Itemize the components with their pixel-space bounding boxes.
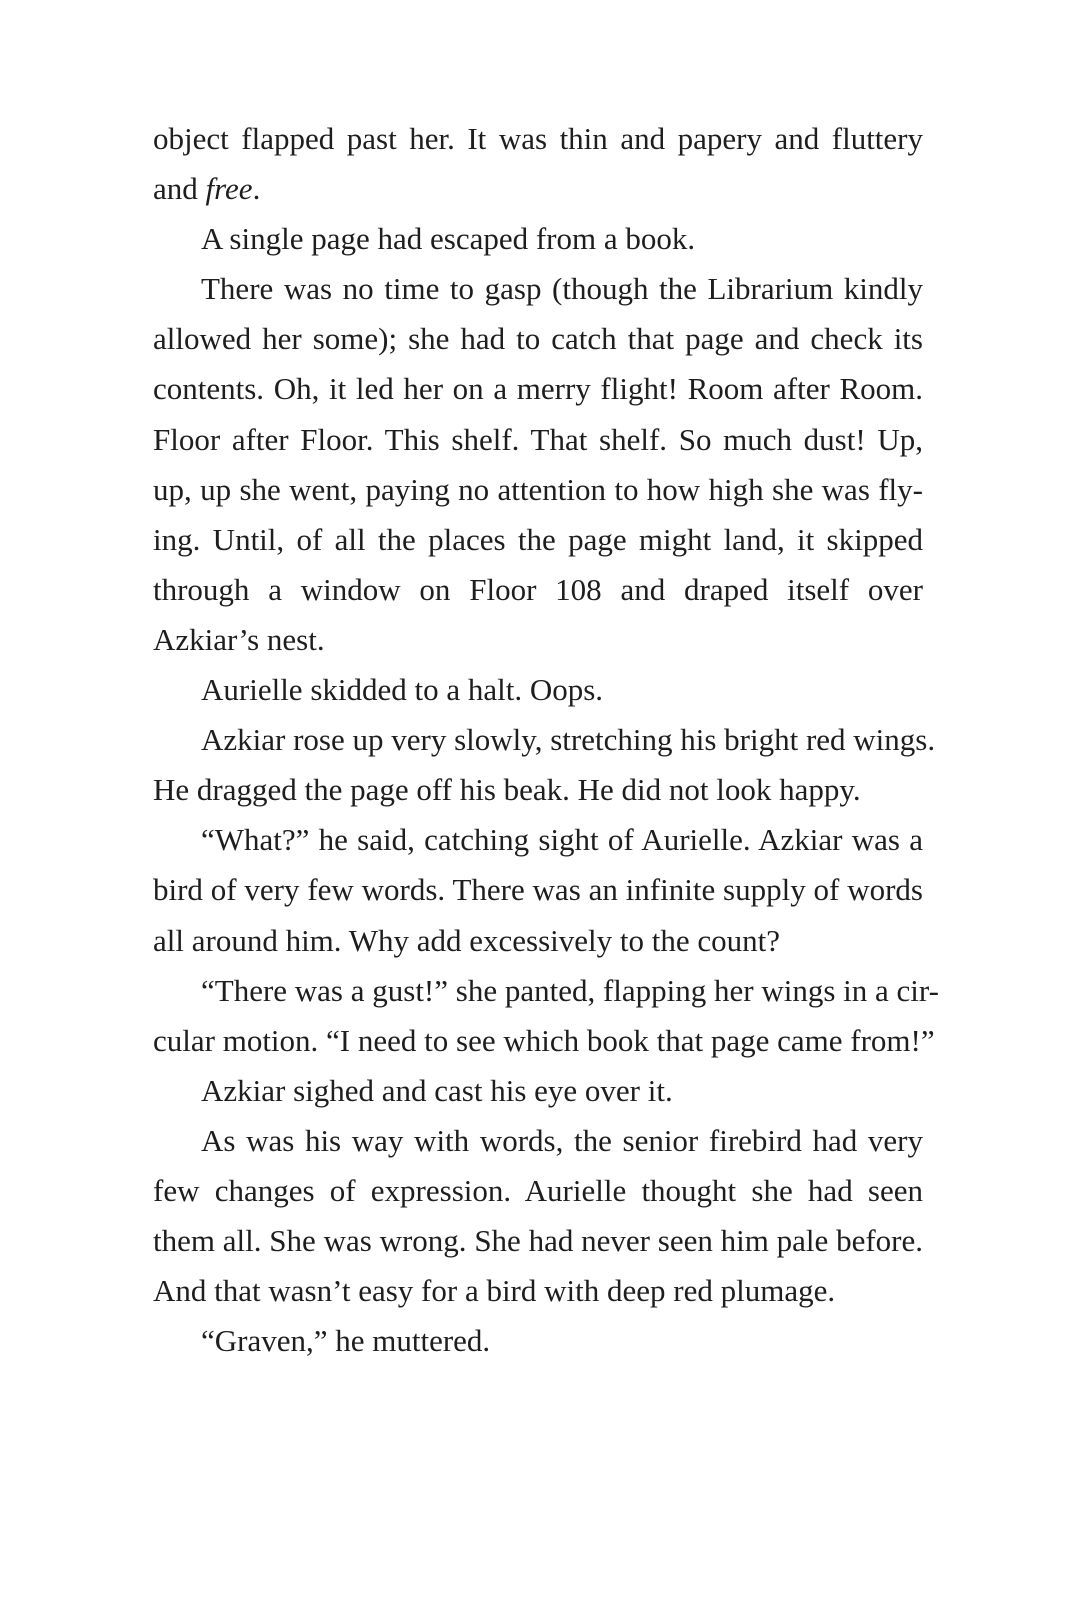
text-line: object flapped past her. It was thin and papery and fluttery — [153, 121, 923, 156]
text-line: bird of very few words. There was an infinite supply of words — [153, 872, 923, 908]
text-line: As was his way with words, the senior firebird had very — [201, 1122, 923, 1158]
text-line: allowed her some); she had to catch that page and check its — [153, 321, 923, 357]
text-line: cular motion. “I need to see which book that page came from!” — [153, 1022, 935, 1058]
text-line: And that wasn’t easy for a bird with deep red plumage. — [153, 1273, 836, 1309]
text-line: There was no time to gasp (though the Librarium kindly — [201, 271, 923, 307]
page-body-text — [153, 114, 939, 1366]
text-line: and free. — [153, 171, 261, 207]
text-line: “Graven,” he muttered. — [201, 1323, 491, 1359]
italic-word: free — [205, 171, 253, 207]
text-line: He dragged the page off his beak. He did not look happy. — [153, 772, 861, 808]
text-line: contents. Oh, it led her on a merry flight! Room after Room. — [153, 371, 923, 407]
text-line: “What?” he said, catching sight of Aurielle. Azkiar was a — [201, 822, 923, 858]
text-line: few changes of expression. Aurielle thought she had seen — [153, 1172, 923, 1208]
text-line: through a window on Floor 108 and draped itself over — [153, 571, 923, 607]
text-line: A single page had escaped from a book. — [201, 221, 696, 257]
text-line: up, up she went, paying no attention to how high she was fly- — [153, 471, 923, 507]
text-line: Azkiar sighed and cast his eye over it. — [201, 1072, 673, 1108]
text-line: Aurielle skidded to a halt. Oops. — [201, 672, 604, 708]
text-line: Azkiar rose up very slowly, stretching his bright red wings. — [201, 722, 936, 758]
text-line: ing. Until, of all the places the page might land, it skipped — [153, 521, 923, 557]
text-line: Floor after Floor. This shelf. That shelf. So much dust! Up, — [153, 421, 923, 457]
text-line: “There was a gust!” she panted, flapping her wings in a cir- — [201, 972, 939, 1008]
text-line: Azkiar’s nest. — [153, 621, 325, 657]
text-line: them all. She was wrong. She had never seen him pale before. — [153, 1223, 923, 1259]
text-line: all around him. Why add excessively to the count? — [153, 922, 781, 958]
